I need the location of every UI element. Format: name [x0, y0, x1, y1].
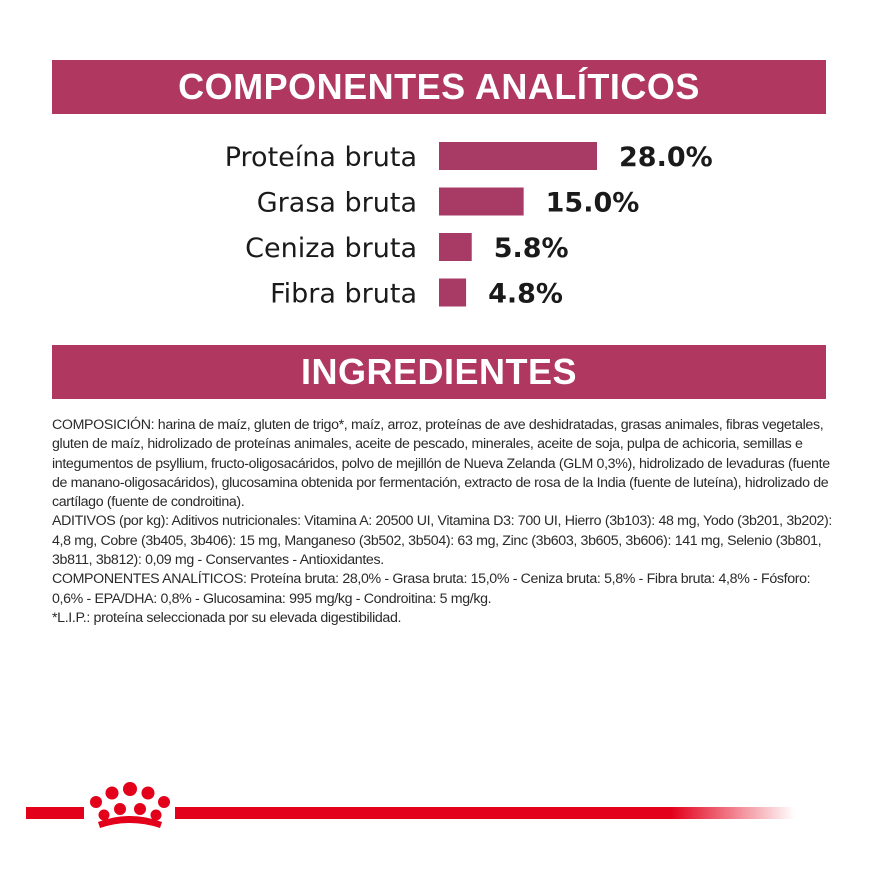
- footnote-paragraph: *L.I.P.: proteína seleccionada por su elevada digestibilidad.: [52, 609, 402, 626]
- additives-paragraph: ADITIVOS (por kg): Aditivos nutricionales: Vitamina A: 20500 UI, Vitamina D3: 700 UI, Hierro (3b103): 48 mg, Yodo (3b201, 3b202): 4,8 mg, Cobre (3b405, 3b406): 15 mg, Manganeso (3b502, 3b504): 63 mg, Zinc (3b603, 3b605, 3b606): 141 mg, Selenio (3b801, 3b811, 3b812): 0,09 mg - Conservantes - Antioxidantes.: [52, 513, 833, 569]
- bar: [439, 233, 472, 261]
- bar: [439, 142, 597, 170]
- bar-value-label: 5.8%: [493, 233, 569, 264]
- bar: [439, 188, 524, 216]
- bar-value-label: 15.0%: [545, 187, 640, 219]
- bar-category-label: Proteína bruta: [224, 142, 417, 173]
- bar-category-label: Grasa bruta: [256, 187, 417, 219]
- ingredients-heading: INGREDIENTES: [300, 351, 578, 392]
- footer-line-right: [175, 807, 795, 819]
- bar-category-label: Ceniza bruta: [245, 233, 417, 264]
- bar-category-label: Fibra bruta: [270, 278, 417, 310]
- analytics-banner: [52, 60, 826, 114]
- footer-line-left: [26, 807, 84, 819]
- composition-paragraph: COMPOSICIÓN: harina de maíz, gluten de trigo*, maíz, arroz, proteínas de ave deshidratadas, grasas animales, fibras vegetales, gluten de maíz, hidrolizado de proteínas animales, aceite de pescado, minerales, aceite de soja, pulpa de achicoria, semillas e integumentos de psyllium, fructo-oligosacáridos, polvo de mejillón de Nueva Zelanda (GLM 0,3%), hidrolizado de levaduras (fuente de manano-oligosacáridos), glucosamina obtenida por fermentación, extracto de rosa de la India (fuente de luteína), hidrolizado de cartílago (fuente de condroitina).: [52, 417, 830, 511]
- analytics-bar-chart: [0, 128, 880, 328]
- bar: [439, 279, 466, 307]
- analytics-paragraph: COMPONENTES ANALÍTICOS: Proteína bruta: 28,0% - Grasa bruta: 15,0% - Ceniza bruta: 5,8% - Fibra bruta: 4,8% - Fósforo: 0,6% - EPA/DHA: 0,8% - Glucosamina: 995 mg/kg - Condroitina: 5 mg/kg.: [52, 571, 811, 607]
- bar-value-label: 28.0%: [619, 142, 713, 173]
- ingredients-banner: [52, 345, 826, 399]
- ingredients-text: [52, 416, 842, 628]
- analytics-heading: COMPONENTES ANALÍTICOS: [178, 66, 700, 107]
- bar-value-label: 4.8%: [488, 278, 563, 310]
- crown-icon: [84, 782, 176, 834]
